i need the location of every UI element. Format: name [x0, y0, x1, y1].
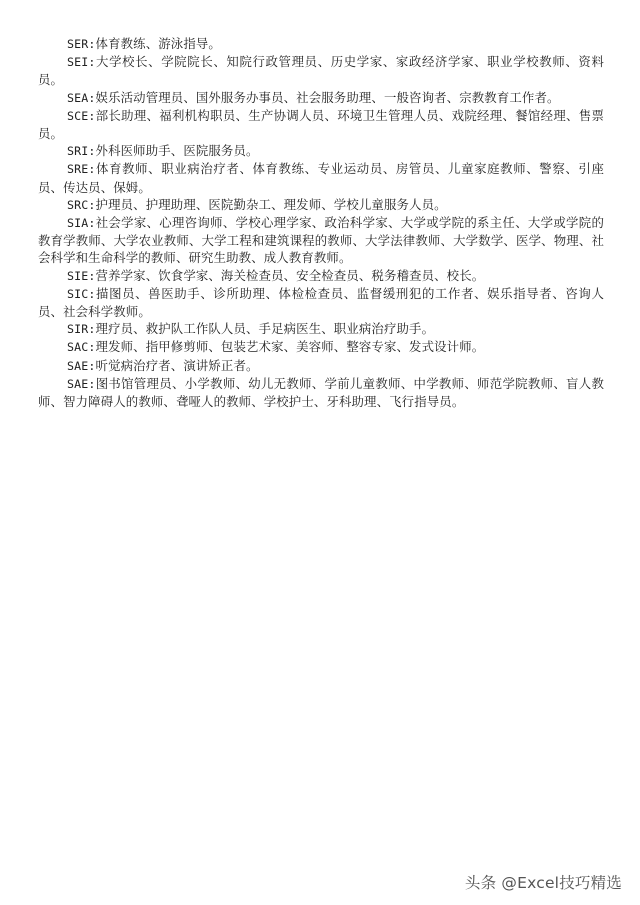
entry-text: 体育教师、职业病治疗者、体育教练、专业运动员、房管员、儿童家庭教师、警察、引座员、传达员、保姆。 [38, 161, 604, 195]
entry-ser [38, 35, 604, 53]
entry-sic [38, 285, 604, 320]
entry-code: SRI: [67, 144, 96, 159]
entry-text: 理发师、指甲修剪师、包装艺术家、美容师、整容专家、发式设计师。 [95, 339, 485, 355]
entry-sae-1 [38, 357, 604, 375]
entry-code: SIR: [67, 322, 96, 337]
entry-src [38, 196, 604, 214]
entry-code: SIE: [67, 268, 96, 283]
entry-text: 社会学家、心理咨询师、学校心理学家、政治科学家、大学或学院的系主任、大学或学院的教育学教师、大学农业教师、大学工程和建筑课程的教师、大学法律教师、大学数学、医学、物理、社会科学和生命科学的教师、研究生助教、成人教育教师。 [38, 215, 604, 266]
entry-sei [38, 53, 604, 88]
entry-text: 图书馆管理员、小学教师、幼儿无教师、学前儿童教师、中学教师、师范学院教师、盲人教师、智力障碍人的教师、聋哑人的教师、学校护士、牙科助理、飞行指导员。 [38, 375, 604, 410]
document-body [38, 35, 604, 410]
entry-code: SCE: [67, 108, 96, 123]
entry-sae-2 [38, 375, 604, 410]
entry-text: 描图员、兽医助手、诊所助理、体检检查员、监督缓刑犯的工作者、娱乐指导者、咨询人员、社会科学教师。 [38, 285, 604, 320]
entry-code: SEI: [67, 55, 96, 70]
entry-code: SEA: [67, 90, 96, 105]
entry-code: SIA: [67, 216, 96, 231]
entry-text: 外科医师助手、医院服务员。 [95, 143, 259, 159]
entry-sac [38, 338, 604, 356]
entry-text: 护理员、护理助理、医院勤杂工、理发师、学校儿童服务人员。 [95, 196, 447, 212]
entry-text: 听觉病治疗者、演讲矫正者。 [95, 357, 259, 373]
entry-code: SAE: [67, 376, 96, 391]
entry-code: SAC: [67, 340, 96, 355]
entry-text: 体育教练、游泳指导。 [95, 36, 221, 51]
entry-sie [38, 267, 604, 285]
entry-text: 部长助理、福利机构职员、生产协调人员、环境卫生管理人员、戏院经理、餐馆经理、售票员。 [38, 107, 604, 142]
entry-text: 娱乐活动管理员、国外服务办事员、社会服务助理、一般咨询者、宗教教育工作者。 [95, 89, 560, 105]
entry-code: SAE: [67, 358, 96, 373]
entry-text: 理疗员、救护队工作队人员、手足病医生、职业病治疗助手。 [95, 321, 435, 337]
watermark: 头条 @Excel技巧精选 [464, 874, 622, 892]
entry-text: 营养学家、饮食学家、海关检查员、安全检查员、税务稽查员、校长。 [95, 267, 485, 283]
entry-code: SRE: [67, 162, 96, 177]
entry-text: 大学校长、学院院长、知院行政管理员、历史学家、家政经济学家、职业学校教师、资料员。 [38, 54, 604, 88]
entry-sri [38, 142, 604, 160]
entry-sce [38, 107, 604, 142]
entry-code: SRC: [67, 197, 96, 212]
entry-sir [38, 320, 604, 338]
entry-sre [38, 160, 604, 195]
entry-code: SIC: [67, 286, 96, 301]
entry-sia [38, 214, 604, 267]
entry-sea [38, 89, 604, 107]
entry-code: SER: [67, 37, 96, 51]
